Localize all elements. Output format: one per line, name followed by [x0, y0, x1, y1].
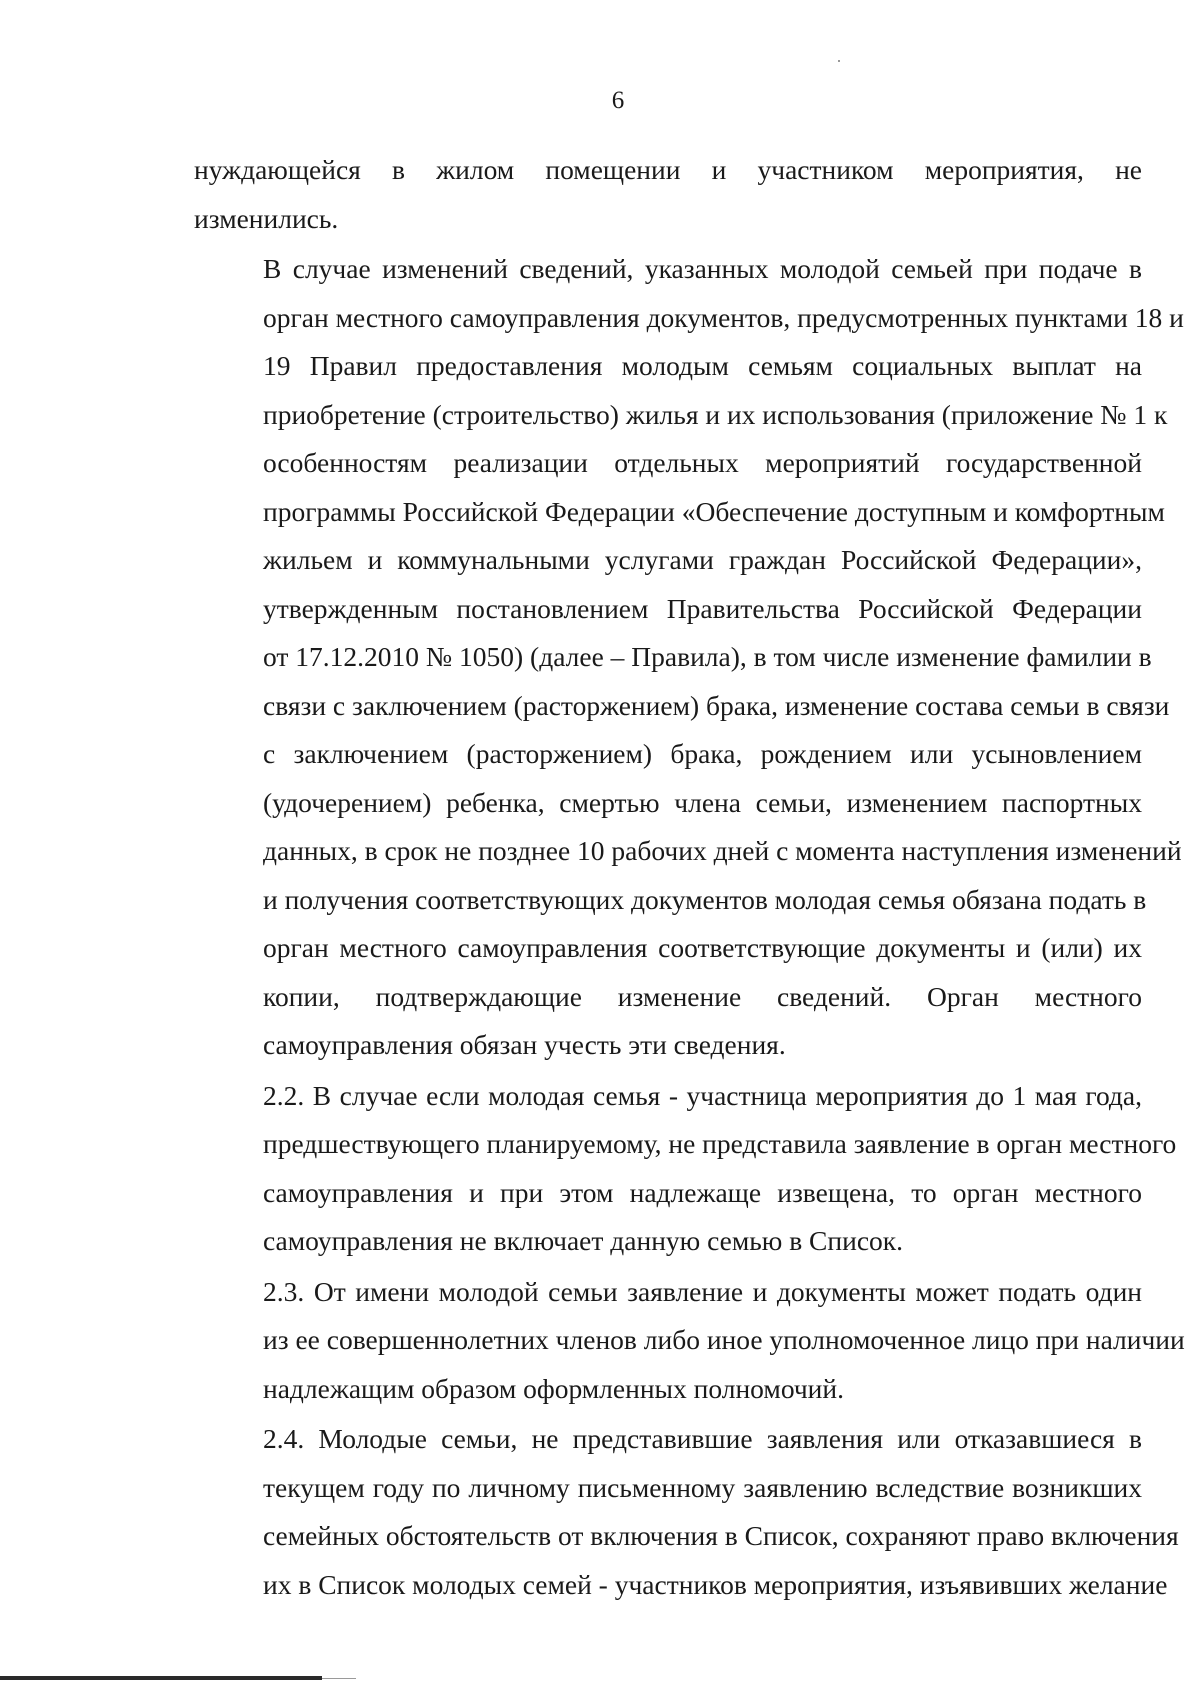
- text-line: 2.3. От имени молодой семьи заявление и документы может подать один: [263, 1275, 1142, 1307]
- text-line: самоуправления и при этом надлежаще извещена, то орган местного: [263, 1176, 1142, 1208]
- page-number: 6: [611, 87, 625, 114]
- text-line: их в Список молодых семей - участников мероприятия, изъявивших желание: [263, 1568, 1168, 1600]
- text-line: 19 Правил предоставления молодым семьям социальных выплат на: [263, 350, 1142, 381]
- text-line: орган местного самоуправления документов, предусмотренных пунктами 18 и: [263, 301, 1184, 333]
- bottom-rule: [0, 1676, 322, 1680]
- text-line: 2.4. Молодые семьи, не представившие заявления или отказавшиеся в: [263, 1423, 1142, 1454]
- text-line: семейных обстоятельств от включения в Список, сохраняют право включения: [263, 1520, 1179, 1551]
- scan-mark: [838, 60, 840, 62]
- text-line: утвержденным постановлением Правительства Российской Федерации: [263, 592, 1142, 624]
- text-line: жильем и коммунальными услугами граждан Российской Федерации»,: [263, 544, 1142, 575]
- text-line: надлежащим образом оформленных полномочий.: [263, 1372, 844, 1404]
- paragraph: [194, 1415, 1179, 1609]
- text-line: данных, в срок не позднее 10 рабочих дней с момента наступления изменений: [263, 835, 1182, 866]
- text-line: самоуправления не включает данную семью в Список.: [263, 1225, 904, 1256]
- text-line: с заключением (расторжением) брака, рождением или усыновлением: [263, 738, 1142, 769]
- text-line: копии, подтверждающие изменение сведений. Орган местного: [263, 980, 1142, 1012]
- text-line: (удочерением) ребенка, смертью члена семьи, изменением паспортных: [263, 786, 1142, 818]
- text-line: приобретение (строительство) жилья и их использования (приложение № 1 к: [263, 398, 1168, 430]
- text-line: изменились.: [194, 202, 339, 234]
- paragraph: [194, 1072, 1177, 1266]
- text-line: орган местного самоуправления соответствующие документы и (или) их: [263, 932, 1142, 963]
- text-line: и получения соответствующих документов молодая семья обязана подать в: [263, 883, 1147, 915]
- text-line: В случае изменений сведений, указанных молодой семьей при подаче в: [263, 253, 1142, 284]
- text-line: предшествующего планируемому, не представила заявление в орган местного: [263, 1128, 1177, 1159]
- text-line: нуждающейся в жилом помещении и участником мероприятия, не: [194, 154, 1142, 185]
- text-line: из ее совершеннолетних членов либо иное уполномоченное лицо при наличии: [263, 1324, 1185, 1355]
- body-text: [194, 146, 1185, 1611]
- text-line: от 17.12.2010 № 1050) (далее – Правила), в том числе изменение фамилии в: [263, 641, 1152, 672]
- paragraph: [194, 1268, 1185, 1414]
- text-line: самоуправления обязан учесть эти сведения.: [263, 1029, 786, 1060]
- paragraph: [194, 146, 1142, 243]
- text-line: связи с заключением (расторжением) брака, изменение состава семьи в связи: [263, 689, 1170, 721]
- bottom-rule-tail: [322, 1678, 356, 1679]
- text-line: 2.2. В случае если молодая семья - участница мероприятия до 1 мая года,: [263, 1079, 1142, 1111]
- text-line: особенностям реализации отдельных мероприятий государственной: [263, 447, 1142, 478]
- paragraph: [194, 245, 1184, 1070]
- text-line: программы Российской Федерации «Обеспечение доступным и комфортным: [263, 495, 1165, 527]
- text-line: текущем году по личному письменному заявлению вследствие возникших: [263, 1471, 1142, 1503]
